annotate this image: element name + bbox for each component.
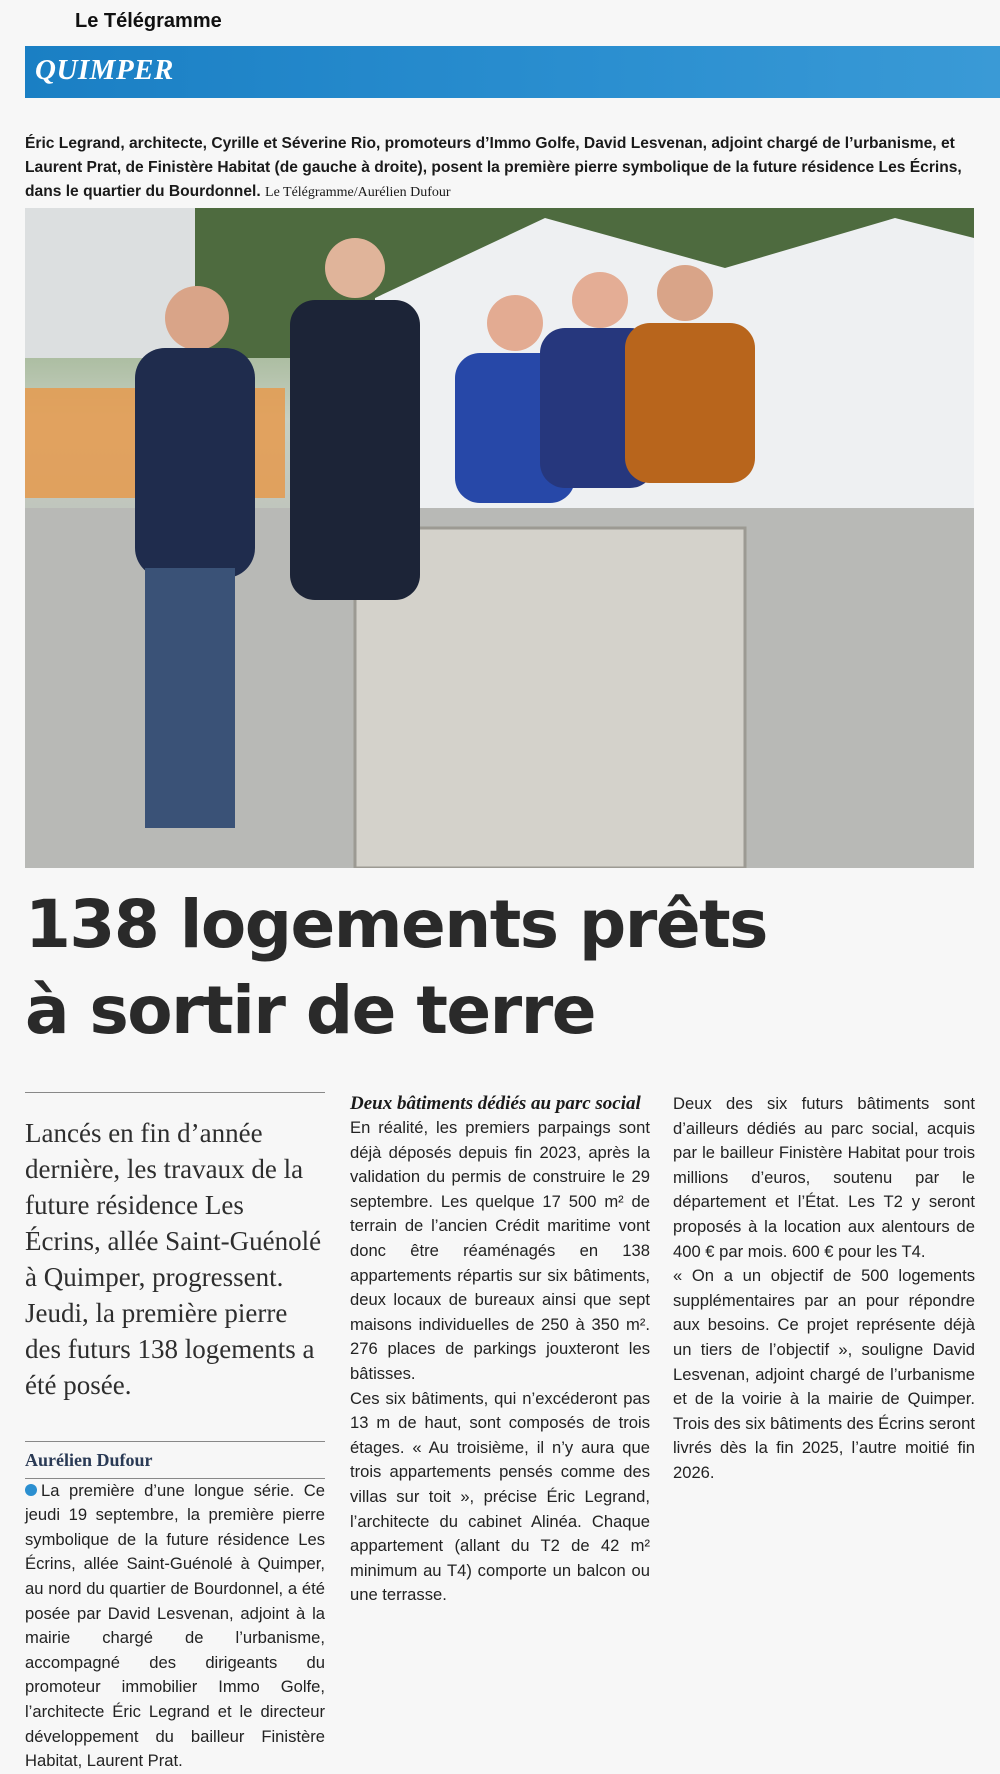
section-title: QUIMPER [35,54,174,86]
newspaper-masthead: Le Télégramme [75,10,222,32]
article-photo [25,208,974,868]
article-lede: Lancés en fin d’année dernière, les travaux de la future résidence Les Écrins, allée Saint-Guénolé à Quimper, progressent. Jeudi, la première pierre des futurs 138 logements a été posée. [25,1092,325,1403]
paragraph-1 [25,1479,325,1774]
headline-line-2: à sortir de terre [25,972,596,1049]
caption-text: Éric Legrand, architecte, Cyrille et Séverine Rio, promoteurs d’Immo Golfe, David Lesvenan, adjoint chargé de l’urbanisme, et Laurent Prat, de Finistère Habitat (de gauche à droite), posent la première pierre symbolique de la future résidence Les Écrins, dans le quartier du Bourdonnel. [25,135,962,200]
section-banner [25,46,1000,98]
byline: Aurélien Dufour [25,1441,325,1479]
photo-illustration [25,208,974,868]
paragraph-3: Ces six bâtiments, qui n’excéderont pas 13 m de haut, sont composés de trois étages. « Au troisième, il n’y aura que trois appartements pensés comme des villas sur toit », précise Éric Legrand, l’architecte du cabinet Alinéa. Chaque appartement (allant du T2 de 42 m² minimum au T4) comporte un balcon ou une terrasse. [350,1388,650,1605]
photo-caption [25,132,975,205]
column-2 [350,1092,650,1608]
photo-silo [25,208,195,358]
paragraph-4: Deux des six futurs bâtiments sont d’ailleurs dédiés au parc social, acquis par le bailleur Finistère Habitat pour trois millions d’euros, soutenu par le département et l’État. Les T2 y seront proposés à la location aux alentours de 400 € par mois. 600 € pour les T4. [673,1094,975,1261]
headline-line-1: 138 logements prêts [25,886,767,963]
column-3 [673,1092,975,1486]
photo-credit: Le Télégramme/Aurélien Dufour [265,185,451,200]
paragraph-1-text: La première d’une longue série. Ce jeudi 19 septembre, la première pierre symbolique de la future résidence Les Écrins, allée Saint-Guénolé à Quimper, au nord du quartier de Bourdonnel, a été posée par David Lesvenan, adjoint à la mairie chargé de l’urbanisme, accompagné des dirigeants du promoteur immobilier Immo Golfe, l’architecte Éric Legrand et le directeur développement du bailleur Finistère Habitat, Laurent Prat. [25,1480,325,1771]
subheading: Deux bâtiments dédiés au parc social [350,1093,641,1114]
paragraph-2: En réalité, les premiers parpaings sont déjà déposés depuis fin 2023, après la validation du permis de construire le 29 septembre. Les quelque 17 500 m² de terrain de l’ancien Crédit maritime vont donc être réaménagés en 138 appartements répartis sur six bâtiments, deux locaux de bureaux ainsi que sept maisons individuelles de 250 à 350 m². 276 places de parkings jouxteront les bâtisses. [350,1118,650,1383]
paragraph-bullet [25,1484,37,1496]
article-headline [25,882,985,1054]
column-1 [25,1092,325,1774]
paragraph-5: « On a un objectif de 500 logements supplémentaires par an pour répondre aux besoins. Ce projet représente déjà un tiers de l’objectif », souligne David Lesvenan, adjoint chargé de l’urbanisme et de la voirie à la mairie de Quimper. Trois des six bâtiments des Écrins seront livrés dès la fin 2025, l’autre moitié fin 2026. [673,1266,975,1482]
